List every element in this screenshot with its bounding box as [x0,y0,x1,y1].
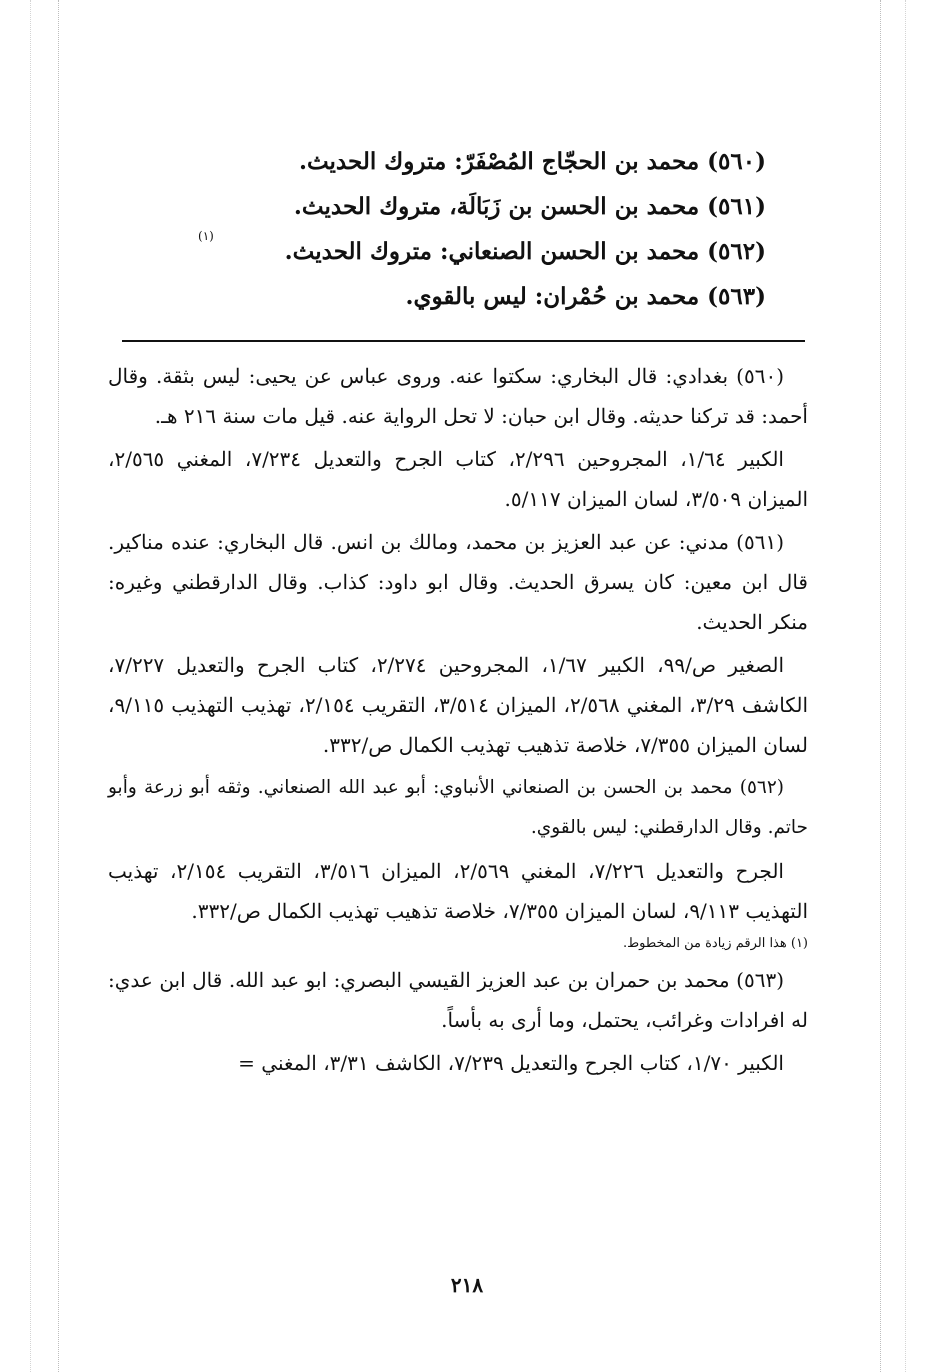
page-edge-right-outer [905,0,906,1372]
page-edge-right [880,0,881,1372]
sources-562: الجرح والتعديل ٧/٢٢٦، المغني ٢/٥٦٩، الميزان ٣/٥١٦، التقريب ٢/١٥٤، تهذيب التهذيب ٩/١١٣، لسان الميزان ٧/٣٥٥، خلاصة تذهيب تهذيب الكمال ص/٣٣٢. [108,859,808,923]
page-edge-left [58,0,59,1372]
entry-562 [198,229,766,285]
page-edge-left-outer [30,0,31,1372]
entry-561: (٥٦١) محمد بن الحسن بن زَبَالَة، متروك الحديث. [293,193,766,220]
separator-rule [122,340,805,342]
footnote: (١) هذا الرقم زيادة من المخطوط. [622,936,808,951]
main-entries [198,148,766,330]
sources-561: الصغير ص/٩٩، الكبير ١/٦٧، المجروحين ٢/٢٧٤، كتاب الجرح والتعديل ٧/٢٢٧، الكاشف ٣/٢٩، المغني ٢/٥٦٨، الميزان ٣/٥١٤، التقريب ٢/١٥٤، تهذيب التهذيب ٩/١١٥، لسان الميزان ٧/٣٥٥، خلاصة تذهيب تهذيب الكمال ص/٣٣٢. [108,653,809,757]
entry-562-text: (٥٦٢) محمد بن الحسن الصنعاني: متروك الحديث. [284,238,766,265]
entry-563: (٥٦٣) محمد بن حُمْران: ليس بالقوي. [405,283,766,310]
sources-563: الكبير ١/٧٠، كتاب الجرح والتعديل ٧/٢٣٩، الكاشف ٣/٣١، المغني = [238,1051,784,1075]
commentary-block [108,356,808,1086]
commentary-563: (٥٦٣) محمد بن حمران بن عبد العزيز القيسي البصري: ابو عبد الله. قال ابن عدي: له افرادات وغرائب، يحتمل، وما أرى به بأساً. [108,968,808,1032]
commentary-561: (٥٦١) مدني: عن عبد العزيز بن محمد، ومالك بن انس. قال البخاري: عنده مناكير. قال ابن معين: كان يسرق الحديث. وقال ابو داود: كذاب. وقال الدارقطني وغيره: منكر الحديث. [108,530,808,634]
commentary-560: (٥٦٠) بغدادي: قال البخاري: سكتوا عنه. وروى عباس عن يحيى: ليس بثقة. وقال أحمد: قد تركنا حديثه. وقال ابن حبان: لا تحل الرواية عنه. قيل مات سنة ٢١٦ هـ. [108,364,808,428]
entry-560: (٥٦٠) محمد بن الحجّاج المُصْفَرّ: متروك الحديث. [298,148,766,175]
page-number: ٢١٨ [450,1273,484,1297]
footnote-reference: (١) [198,229,214,243]
commentary-562: (٥٦٢) محمد بن الحسن بن الصنعاني الأنباوي: أبو عبد الله الصنعاني. وثقه أبو زرعة وأبو حاتم. وقال الدارقطني: ليس بالقوي. [108,777,808,838]
sources-560: الكبير ١/٦٤، المجروحين ٢/٢٩٦، كتاب الجرح والتعديل ٧/٢٣٤، المغني ٢/٥٦٥، الميزان ٣/٥٠٩، لسان الميزان ٥/١١٧. [108,447,808,511]
